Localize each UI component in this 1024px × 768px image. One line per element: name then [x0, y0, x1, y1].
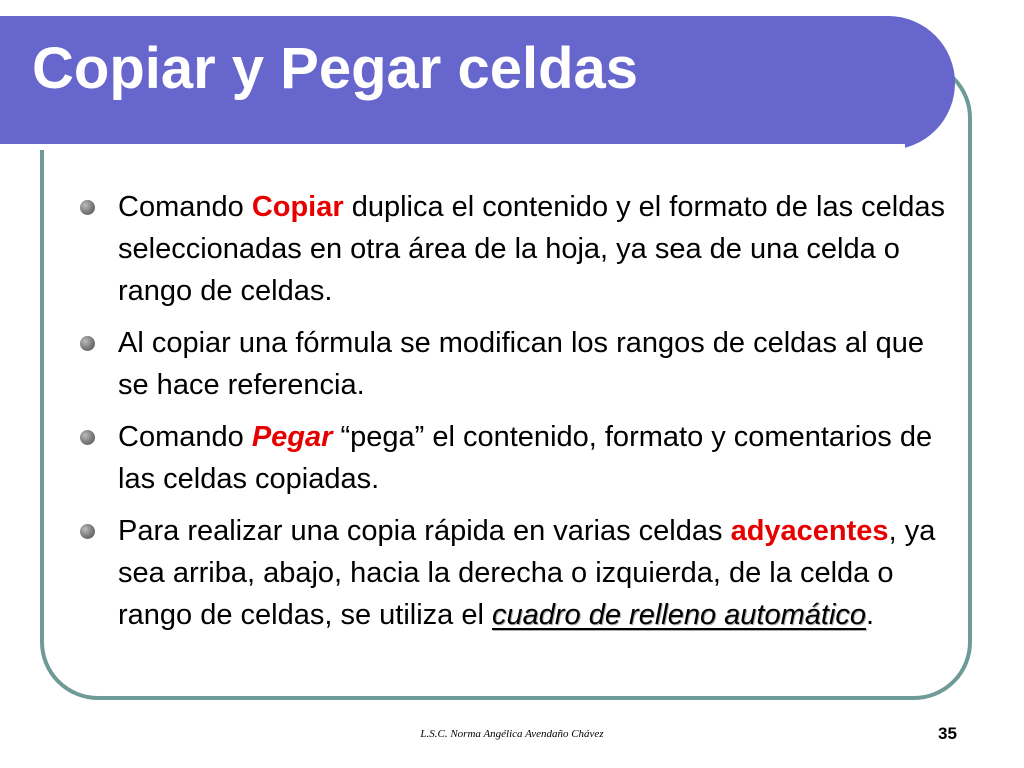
bullet-item-pegar — [78, 416, 948, 500]
bullet-icon — [80, 430, 95, 445]
bullet-item-formula — [78, 322, 948, 406]
bullet-text-mid: , ya sea arriba, abajo, hacia la derecha o izquierda, de la celda o rango de celdas, se utiliza el — [118, 515, 936, 631]
bullet-item-copia-rapida — [78, 510, 948, 636]
bullet-icon — [80, 524, 95, 539]
keyword-cuadro-relleno: cuadro de relleno automático — [492, 599, 867, 631]
bullet-list — [78, 186, 948, 646]
page-number: 35 — [938, 724, 957, 743]
keyword-pegar: Pegar — [251, 421, 333, 453]
keyword-copiar: Copiar — [251, 191, 344, 223]
footer-author: L.S.C. Norma Angélica Avendaño Chávez — [420, 728, 604, 740]
bullet-text-post: “pega” el contenido, formato y comentarios de las celdas copiadas. — [118, 421, 933, 495]
bullet-icon — [80, 336, 95, 351]
bullet-text-post: . — [866, 599, 875, 631]
bullet-text-pre: Comando — [118, 191, 252, 223]
keyword-adyacentes: adyacentes — [730, 515, 889, 547]
slide-title: Copiar y Pegar celdas — [32, 36, 639, 101]
bullet-text: Al copiar una fórmula se modifican los rangos de celdas al que se hace referencia. — [118, 327, 925, 401]
bullet-item-copiar — [78, 186, 948, 312]
bullet-text-pre: Comando — [118, 421, 252, 453]
bullet-text-pre: Para realizar una copia rápida en varias celdas — [118, 515, 731, 547]
bullet-icon — [80, 200, 95, 215]
title-underline — [0, 144, 905, 150]
bullet-text-post: duplica el contenido y el formato de las celdas seleccionadas en otra área de la hoja, ya sea de una celda o rango de celdas. — [118, 191, 945, 307]
